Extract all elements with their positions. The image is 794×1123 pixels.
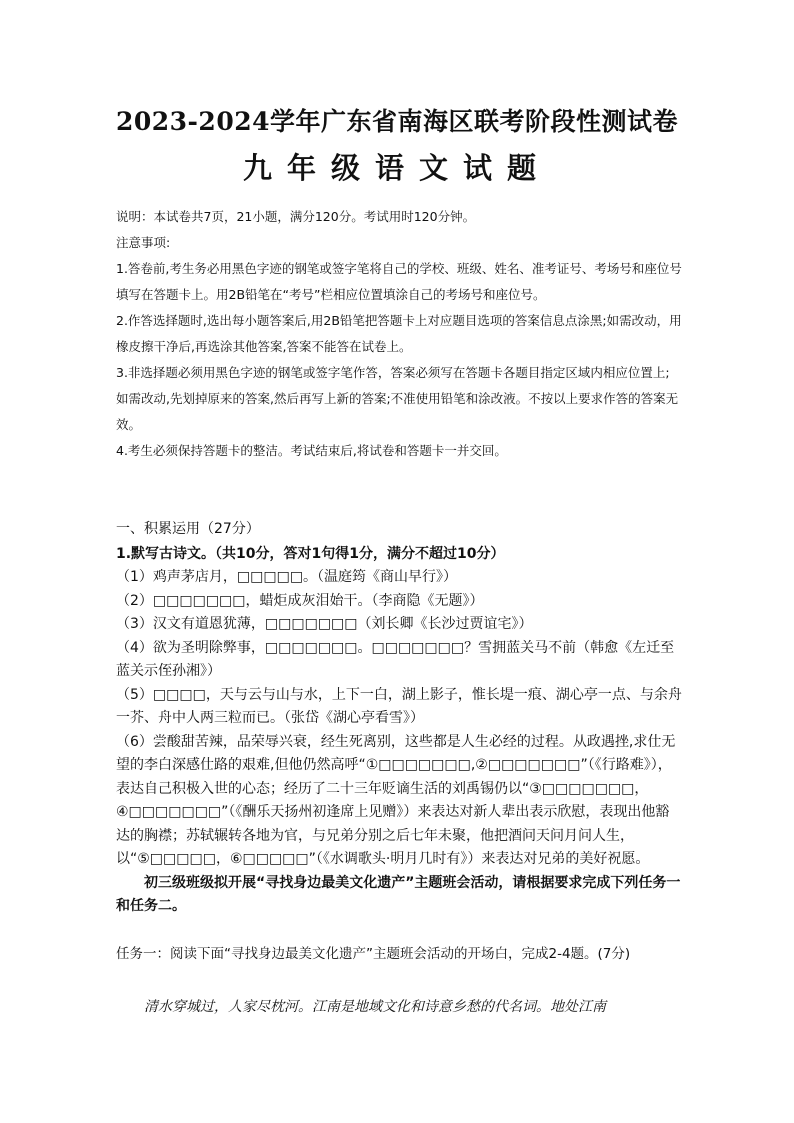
note-item-3: 3.非选择题必须用黑色字迹的钢笔或签字笔作答，答案必须写在答题卡各题目指定区域内相应位置上;如需改动,先划掉原来的答案,然后再写上新的答案;不准使用铅笔和涂改液。不按以上要求作答的答案无效。 — [116, 365, 679, 432]
question-1-body — [116, 566, 682, 919]
passage-start: 清水穿城过，人家尽枕河。江南是地域文化和诗意乡愁的代名词。地处江南 — [144, 999, 606, 1015]
recitation-line-6: （6）尝酸甜苦辣，品荣辱兴衰，经生死离别，这些都是人生必经的过程。从政遇挫,求仕无望的李白深感仕路的艰难,但他仍然高呼“①□□□□□□□,②□□□□□□□”（《行路难》），表达自己积极入世的心态；经历了二十三年贬谪生活的刘禹锡仍以“③□□□□□□□，④□□□□□□□”（《酬乐天扬州初逢席上见赠》）来表达对新人辈出表示欣慰，表现出他豁达的胸襟；苏轼辗转各地为官，与兄弟分别之后七年未聚，他把酒问天问月问人生，以“⑤□□□□□，⑥□□□□□”（《水调歌头·明月几时有》）来表达对兄弟的美好祝愿。 — [116, 733, 676, 867]
recitation-line-2: （2）□□□□□□□，蜡炬成灰泪始干。（李商隐《无题》） — [116, 592, 484, 609]
notes-label: 注意事项: — [116, 235, 171, 250]
exam-title: 2023-2024学年广东省南海区联考阶段性测试卷 — [115, 107, 679, 136]
instructions-block — [116, 204, 682, 464]
recitation-line-5: （5）□□□□，天与云与山与水，上下一白，湖上影子，惟长堤一痕、湖心亭一点、与余舟一芥、舟中人两三粒而已。（张岱《湖心亭看雪》） — [116, 686, 682, 726]
note-item-2: 2.作答选择题时,选出每小题答案后,用2B铅笔把答题卡上对应题目选项的答案信息点涂黑;如需改动，用橡皮擦干净后,再选涂其他答案,答案不能答在试卷上。 — [116, 313, 682, 354]
recitation-line-3: （3）汉文有道恩犹薄，□□□□□□□（刘长卿《长沙过贾谊宅》） — [116, 616, 533, 632]
exam-subtitle: 九年级语文试题 — [242, 151, 551, 185]
section-heading: 一、积累运用（27分） — [116, 521, 260, 537]
task-1-prompt: 任务一：阅读下面“寻找身边最美文化遗产”主题班会活动的开场白，完成2-4题。(7分) — [116, 946, 631, 962]
activity-intro: 初三级班级拟开展“寻找身边最美文化遗产”主题班会活动，请根据要求完成下列任务一和任务二。 — [116, 874, 681, 914]
exam-summary: 说明：本试卷共7页，21小题，满分120分。考试用时120分钟。 — [116, 209, 476, 224]
question-1-title: 1.默写古诗文。（共10分，答对1句得1分，满分不超过10分） — [116, 546, 505, 562]
note-item-1: 1.答卷前,考生务必用黑色字迹的钢笔或签字笔将自己的学校、班级、姓名、准考证号、考场号和座位号填写在答题卡上。用2B铅笔在“考号”栏相应位置填涂自己的考场号和座位号。 — [116, 261, 682, 302]
recitation-line-1: （1）鸡声茅店月，□□□□□。（温庭筠《商山早行》） — [116, 569, 458, 585]
recitation-line-4: （4）欲为圣明除弊事，□□□□□□□。□□□□□□□？雪拥蓝关马不前（韩愈《左迁至蓝关示侄孙湘》） — [116, 639, 675, 679]
note-item-4: 4.考生必须保持答题卡的整洁。考试结束后,将试卷和答题卡一并交回。 — [116, 443, 507, 458]
